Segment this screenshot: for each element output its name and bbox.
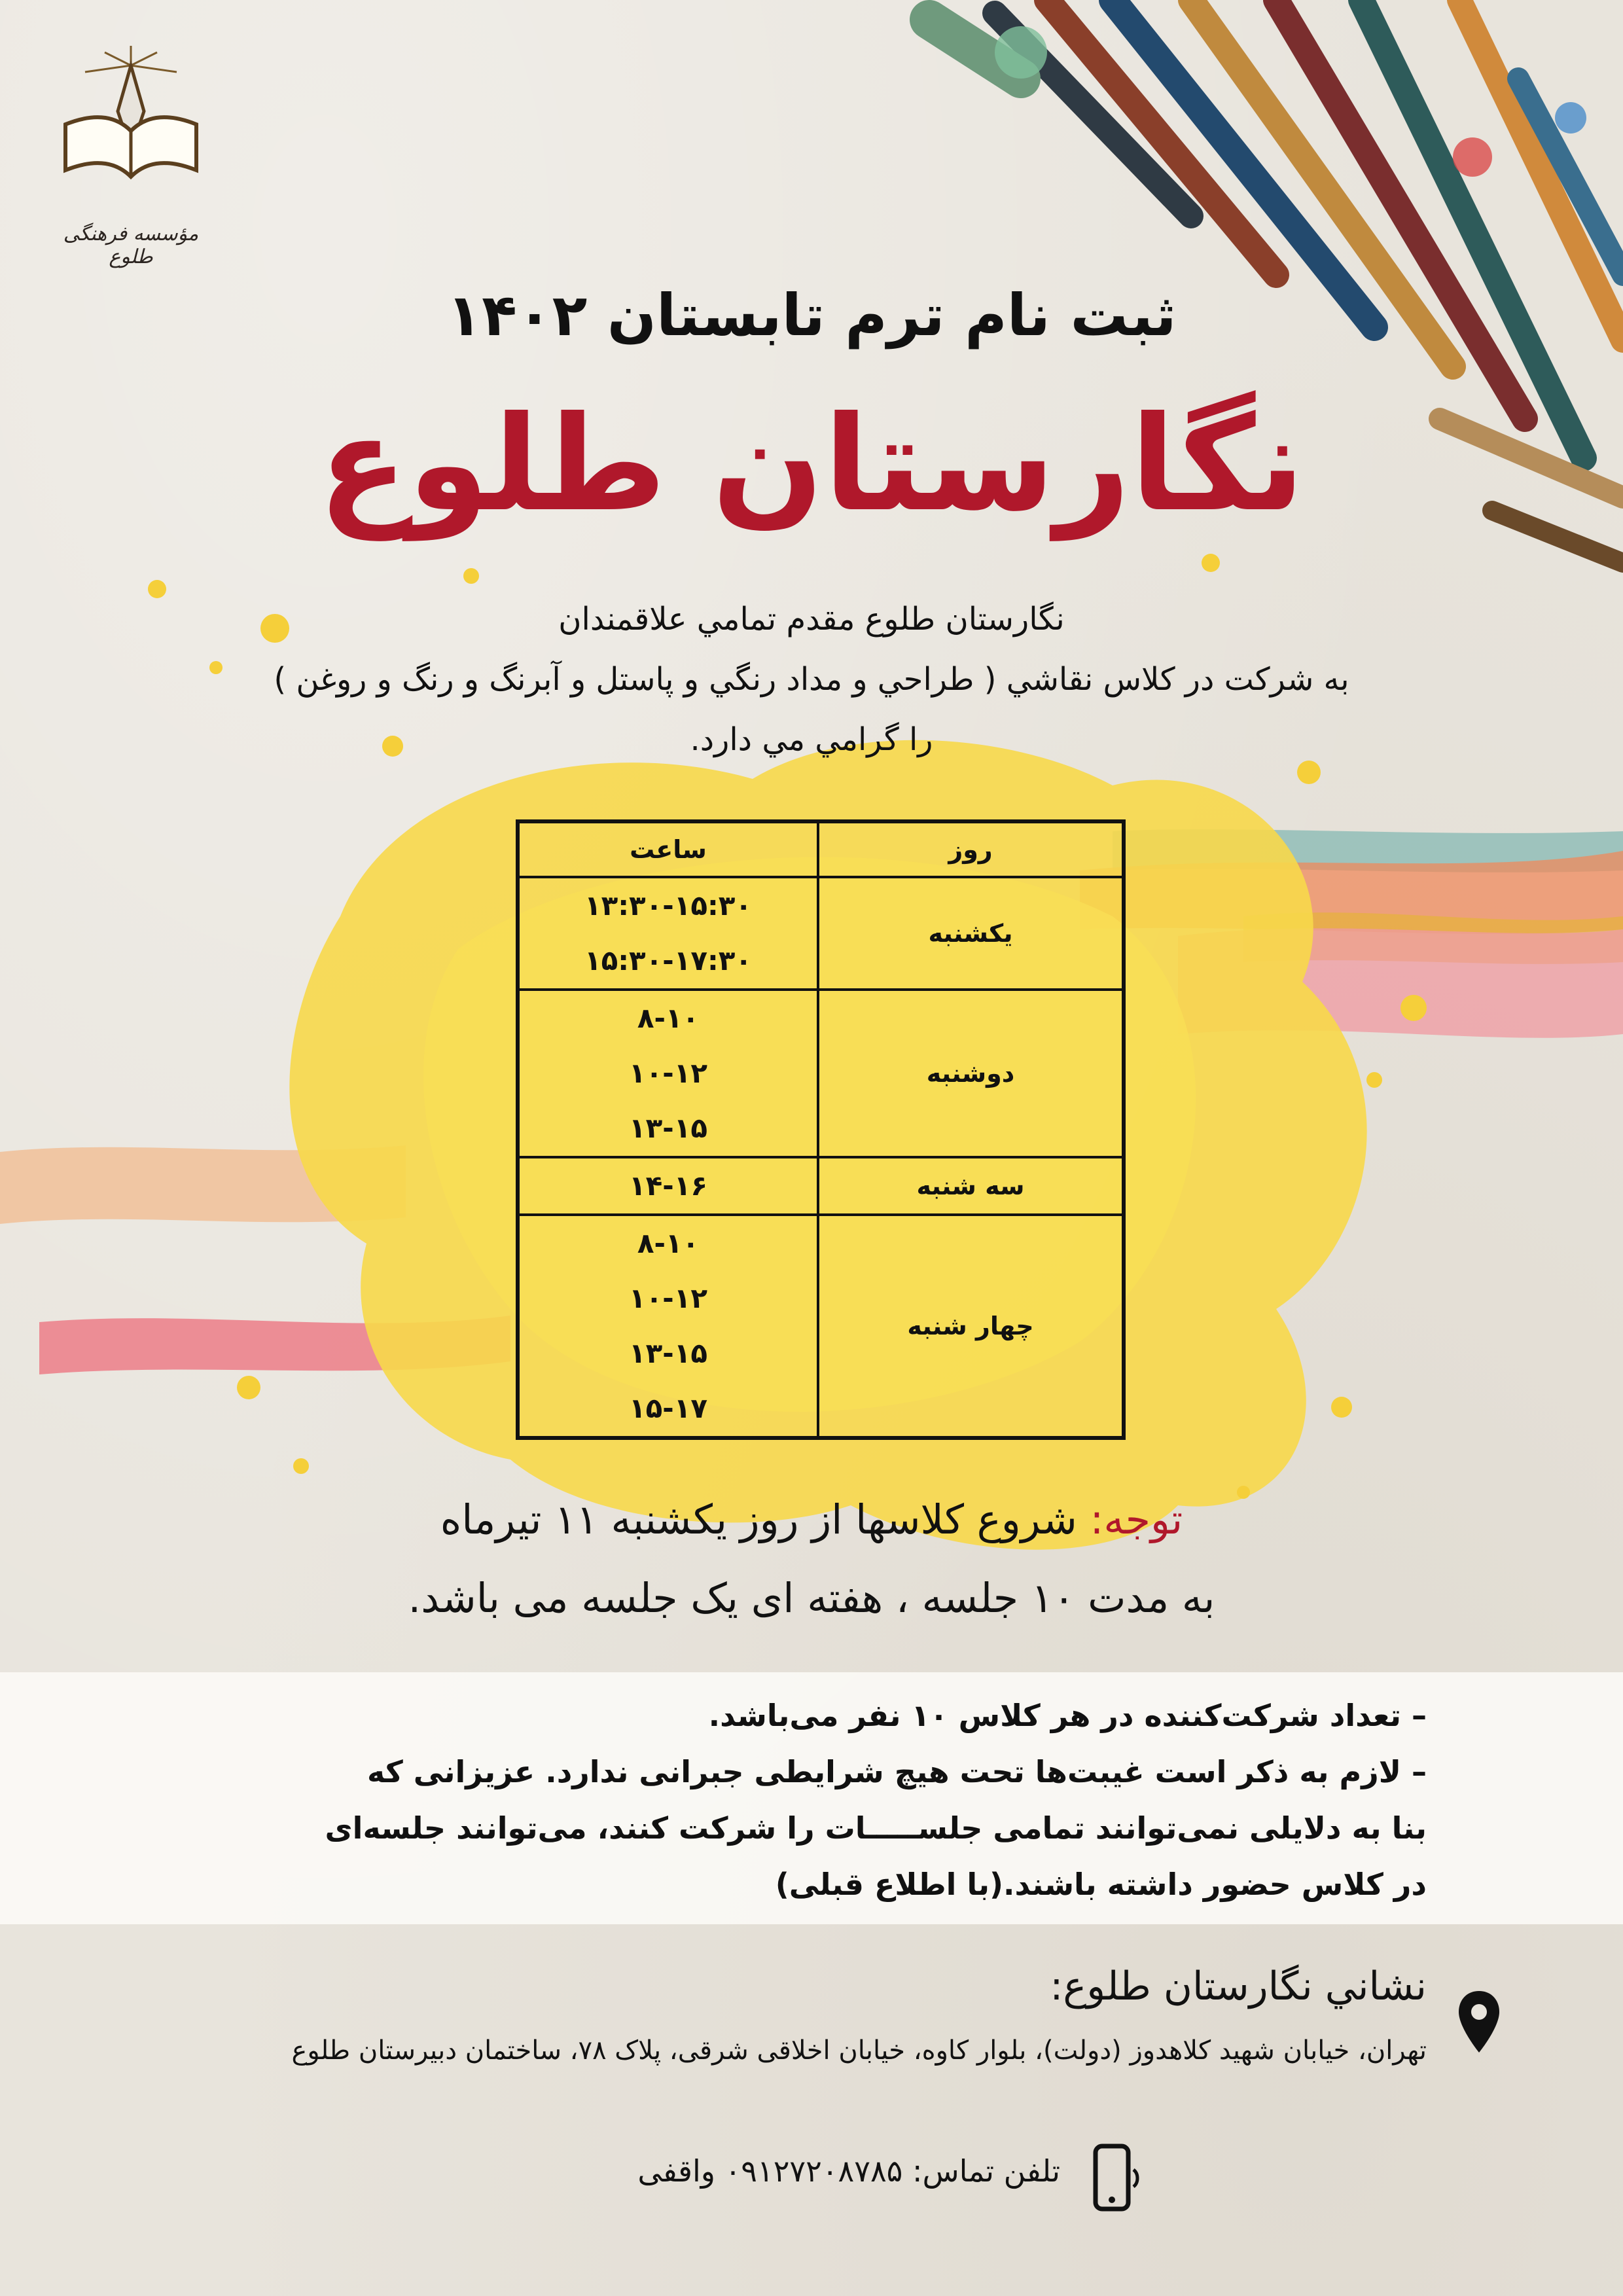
intro-line: را گرامي مي دارد. <box>690 721 933 758</box>
time-slot: ۸-۱۰ <box>637 1227 700 1259</box>
schedule-table <box>516 819 1126 1440</box>
time-cell <box>518 1215 818 1438</box>
rule-item: بنا به دلایلی نمی‌توانند تمامی جلســـــات را شرکت کنند، می‌توانند جلسه‌ای <box>325 1810 1427 1846</box>
table-row <box>518 877 1124 990</box>
logo-text: مؤسسه فرهنگی طلوع <box>63 223 199 268</box>
day-cell: سه شنبه <box>818 1157 1124 1215</box>
page-title: نگارستان طلوع <box>318 388 1305 541</box>
table-row <box>518 1215 1124 1438</box>
book-pen-logo-icon <box>46 39 216 223</box>
map-pin-icon <box>1456 1990 1502 2055</box>
rule-item: – لازم به ذکر است غیبت‌ها تحت هیچ شرایطی جبرانی ندارد. عزیزانی که <box>367 1754 1427 1789</box>
time-slot: ۱۳:۳۰-۱۵:۳۰ <box>584 889 753 922</box>
rules-list <box>196 1687 1427 1912</box>
rule-item: – تعداد شرکت‌کننده در هر کلاس ۱۰ نفر می‌باشد. <box>708 1698 1427 1733</box>
address-title: نشاني نگارستان طلوع: <box>1050 1964 1427 2009</box>
time-slot: ۱۳-۱۵ <box>629 1337 707 1369</box>
day-cell: چهار شنبه <box>818 1215 1124 1438</box>
notice-line: به مدت ۱۰ جلسه ، هفته ای یک جلسه می باشد. <box>408 1574 1215 1622</box>
phone-number: تلفن تماس: ۰۹۱۲۷۲۰۸۷۸۵ واقفی <box>637 2153 1060 2189</box>
time-slot: ۱۰-۱۲ <box>629 1057 707 1089</box>
address-text: تهران، خیابان شهید کلاهدوز (دولت)، بلوار کاوه، خیابان اخلاقی شرقی، پلاک ۷۸، ساختمان دبیرستان طلوع <box>291 2036 1427 2066</box>
notice-line <box>0 1496 1623 1543</box>
intro-text <box>170 589 1453 770</box>
time-slot: ۱۵-۱۷ <box>629 1392 707 1424</box>
time-slot: ۸-۱۰ <box>637 1002 700 1034</box>
table-header-row <box>518 821 1124 877</box>
table-row <box>518 990 1124 1157</box>
intro-line: به شركت در كلاس نقاشي ( طراحي و مداد رنگي و پاستل و آبرنگ و رنگ و روغن ) <box>274 661 1349 698</box>
day-cell: دوشنبه <box>818 990 1124 1157</box>
day-cell: یکشنبه <box>818 877 1124 990</box>
rule-item: در کلاس حضور داشته باشند.(با اطلاع قبلی) <box>775 1867 1427 1902</box>
phone-icon <box>1086 2144 1145 2215</box>
institute-logo <box>46 39 216 268</box>
time-column-header: ساعت <box>518 821 818 877</box>
time-slot: ۱۵:۳۰-۱۷:۳۰ <box>584 944 753 977</box>
notice-label: توجه: <box>1090 1496 1183 1543</box>
notice-text: شروع کلاسها از روز یکشنبه ۱۱ تیرماه <box>440 1496 1077 1543</box>
time-slot: ۱۰-۱۲ <box>629 1282 707 1314</box>
time-cell <box>518 990 818 1157</box>
day-column-header: روز <box>818 821 1124 877</box>
page-subtitle: ثبت نام ترم تابستان ۱۴۰۲ <box>446 281 1177 349</box>
time-slot: ۱۳-۱۵ <box>629 1112 707 1144</box>
intro-line: نگارستان طلوع مقدم تمامي علاقمندان <box>558 601 1065 637</box>
table-row <box>518 1157 1124 1215</box>
time-slot: ۱۴-۱۶ <box>629 1170 707 1202</box>
time-cell <box>518 877 818 990</box>
time-cell <box>518 1157 818 1215</box>
